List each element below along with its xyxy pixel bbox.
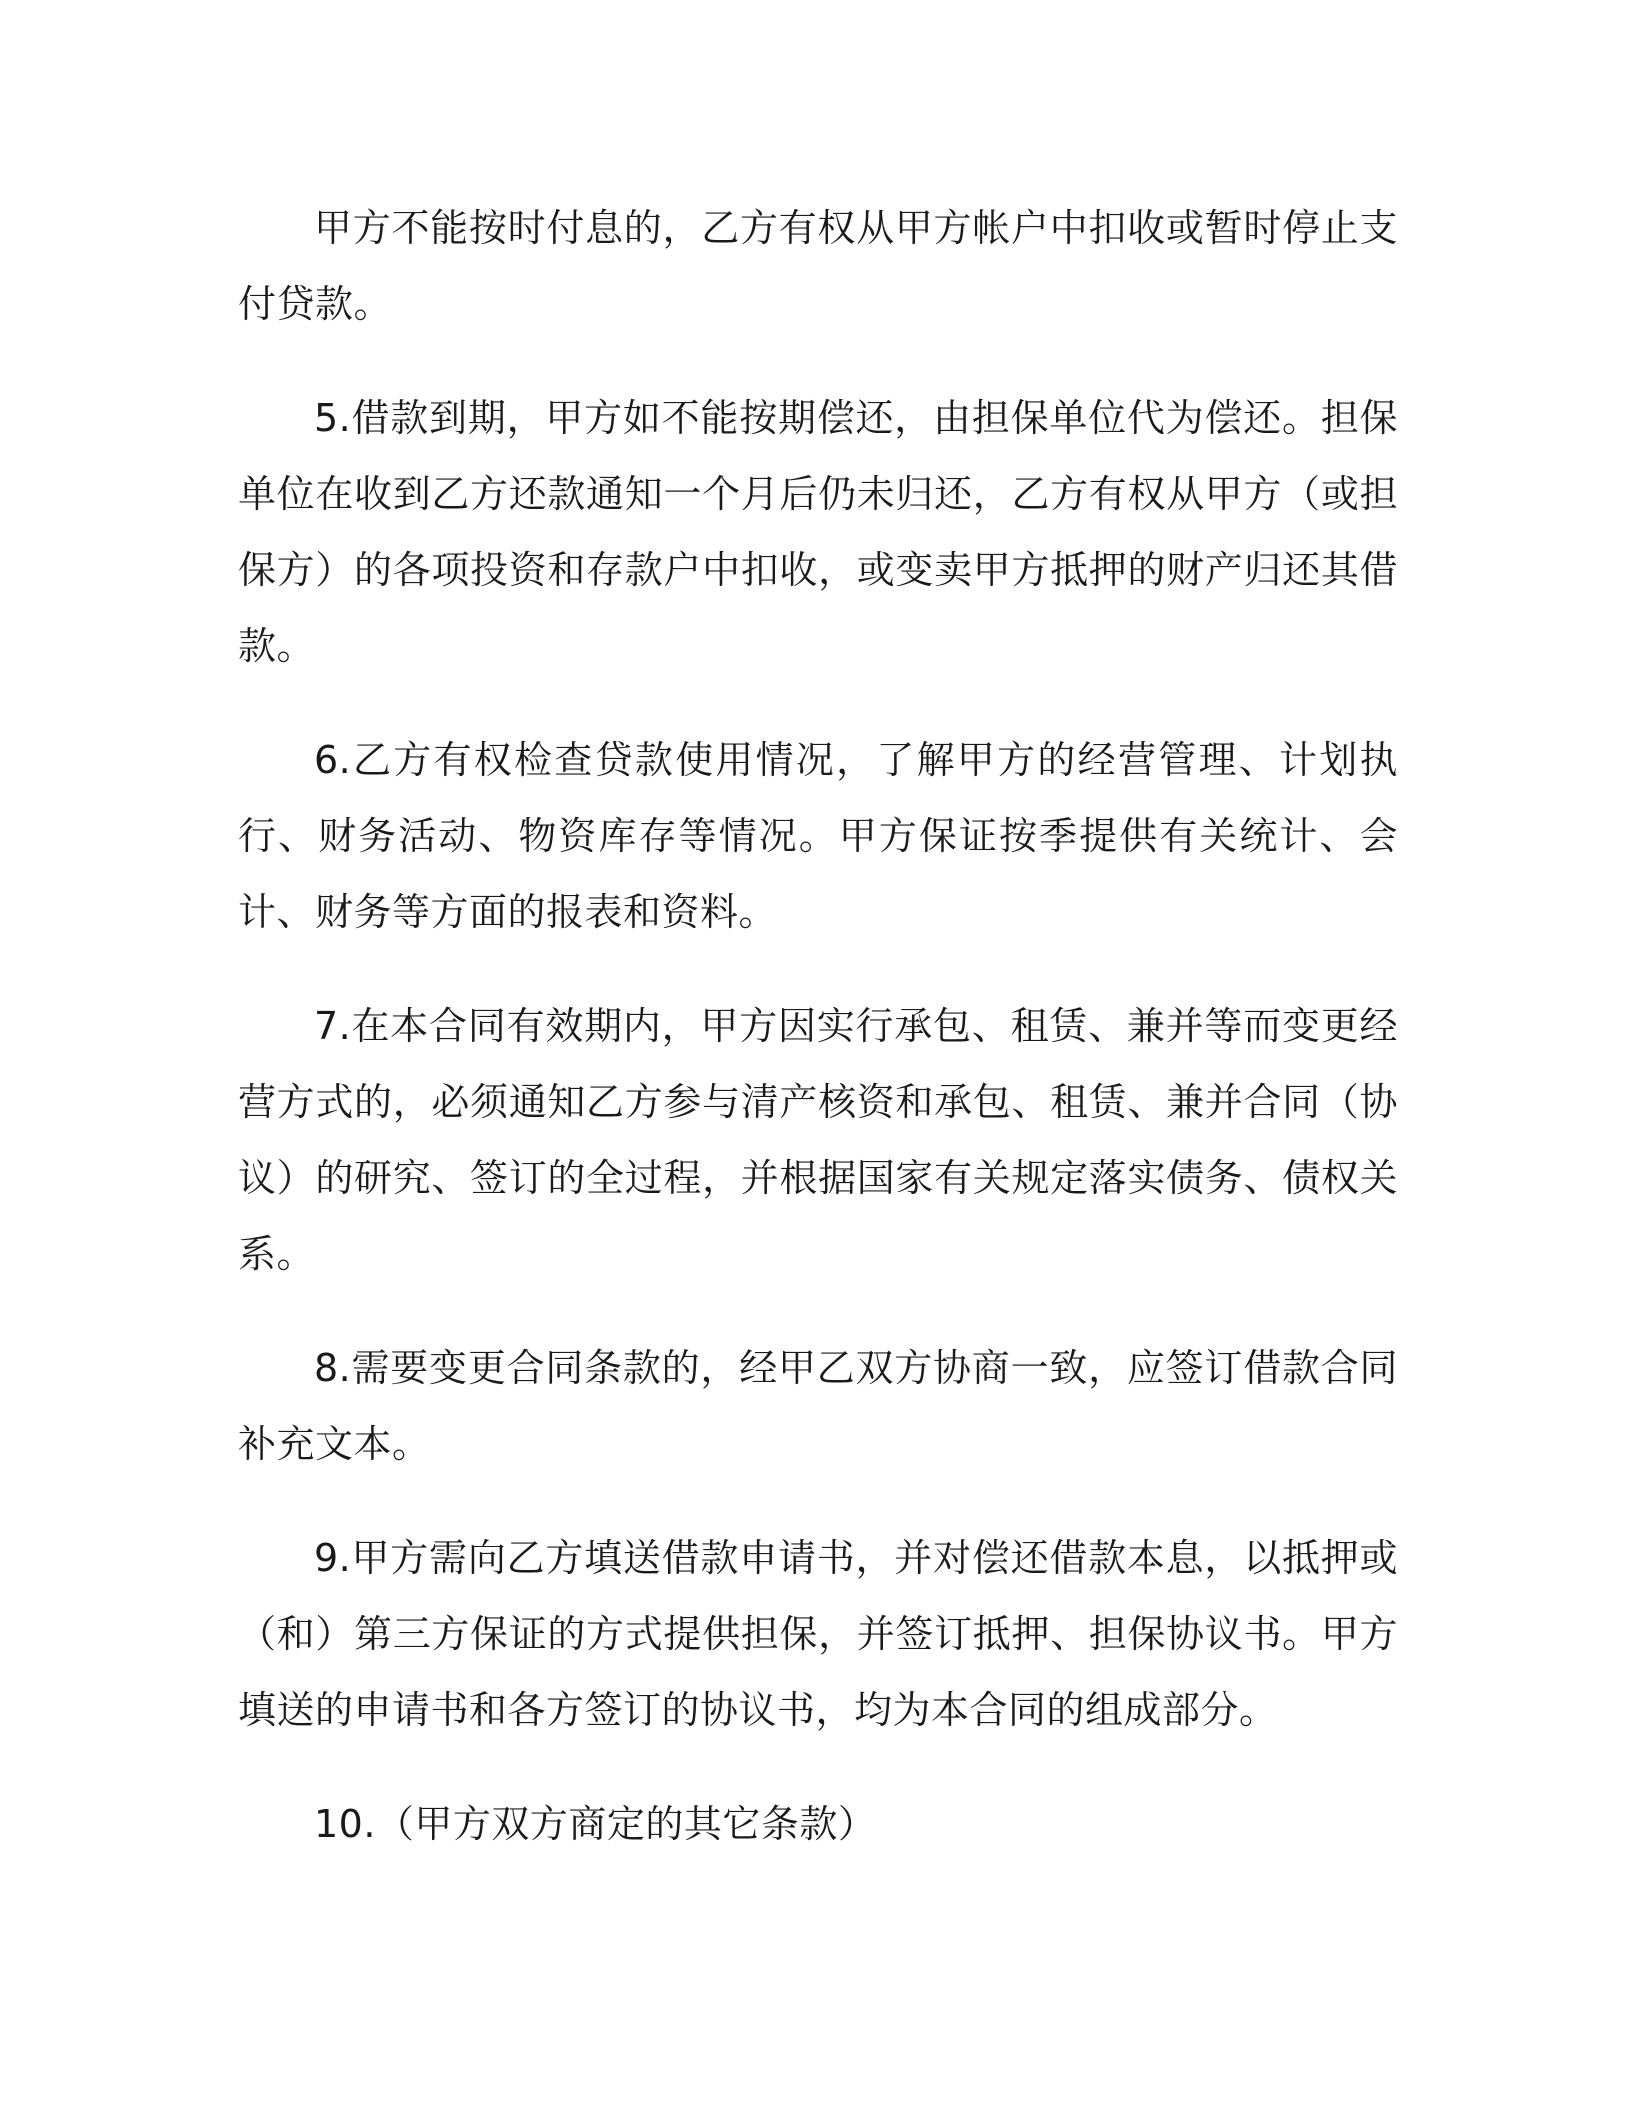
paragraph-clause-8: 8.需要变更合同条款的，经甲乙双方协商一致，应签订借款合同补充文本。 xyxy=(238,1346,1398,1466)
document-body xyxy=(238,190,1398,1862)
paragraph-interest-default: 甲方不能按时付息的，乙方有权从甲方帐户中扣收或暂时停止支付贷款。 xyxy=(238,206,1398,326)
paragraph-clause-7: 7.在本合同有效期内，甲方因实行承包、租赁、兼并等而变更经营方式的，必须通知乙方参与清产核资和承包、租赁、兼并合同（协议）的研究、签订的全过程，并根据国家有关规定落实债务、债权关系。 xyxy=(238,1004,1398,1276)
paragraph-clause-6: 6.乙方有权检查贷款使用情况，了解甲方的经营管理、计划执行、财务活动、物资库存等情况。甲方保证按季提供有关统计、会计、财务等方面的报表和资料。 xyxy=(238,738,1398,934)
paragraph-clause-9: 9.甲方需向乙方填送借款申请书，并对偿还借款本息，以抵押或（和）第三方保证的方式提供担保，并签订抵押、担保协议书。甲方填送的申请书和各方签订的协议书，均为本合同的组成部分。 xyxy=(238,1536,1398,1732)
paragraph-clause-10: 10.（甲方双方商定的其它条款） xyxy=(314,1802,877,1846)
paragraph-clause-5: 5.借款到期，甲方如不能按期偿还，由担保单位代为偿还。担保单位在收到乙方还款通知一个月后仍未归还，乙方有权从甲方（或担保方）的各项投资和存款户中扣收，或变卖甲方抵押的财产归还其借款。 xyxy=(238,396,1398,668)
